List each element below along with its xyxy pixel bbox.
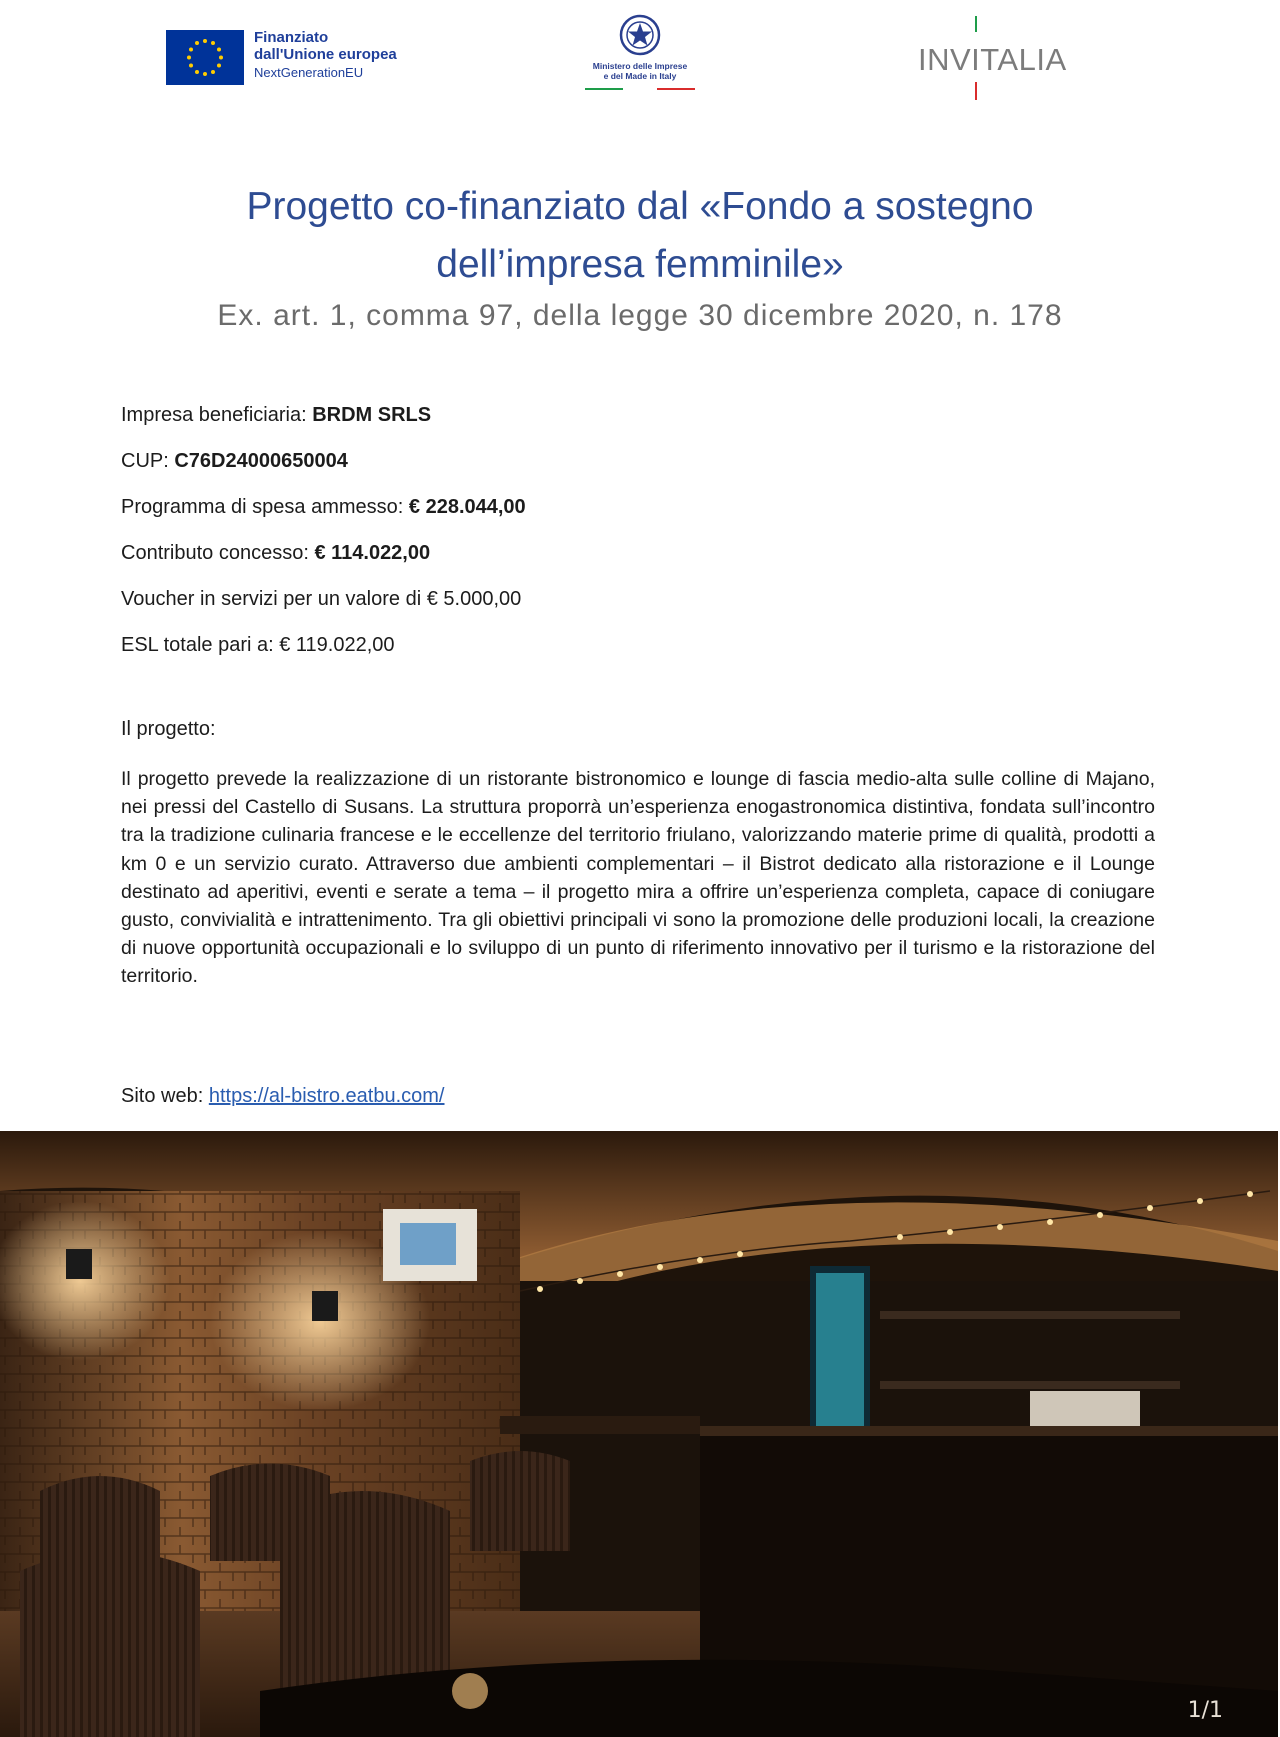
info-contribution: [121, 536, 1161, 582]
italian-emblem-icon: [617, 12, 663, 58]
eu-funding-logo: [166, 30, 397, 85]
eu-text-line1: Finanziato: [254, 29, 329, 46]
green-line: [975, 16, 977, 32]
website-label: Sito web:: [121, 1085, 209, 1107]
red-line: [975, 82, 977, 100]
website-line: [121, 1085, 445, 1108]
eu-text-line2: dall'Unione europea: [254, 45, 397, 63]
info-value: € 114.022,00: [314, 542, 431, 564]
ministry-text-line2: e del Made in Italy: [603, 70, 677, 81]
invitalia-wordmark: INVITALIA: [918, 42, 1067, 77]
restaurant-interior-illustration: [0, 1131, 1278, 1737]
project-info-list: [121, 398, 1161, 674]
restaurant-photo: [0, 1131, 1278, 1737]
project-description: Il progetto prevede la realizzazione di un ristorante bistronomico e lounge di fascia medio-alta sulle colline di Majano, nei pressi del Castello di Susans. La struttura proporrà un’esperienza enogastronomica distintiva, fondata sull’incontro tra la tradizione culinaria francese e le eccellenze del territorio friulano, valorizzando materie prime di qualità, prodotti a km 0 e un servizio curato. Attraverso due ambienti complementari – il Bistrot dedicato alla ristorazione e il Lounge destinato ad aperitivi, eventi e serate a tema – il progetto mira a offrire un’esperienza completa, capace di coniugare gusto, convivialità e intrattenimento. Tra gli obiettivi principali vi sono la promozione delle produzioni locali, la creazione di nuove opportunità occupazionali e lo sviluppo di un punto di riferimento innovativo per il turismo e la ristorazione del territorio.: [121, 768, 1155, 988]
title-line1: Progetto co-finanziato dal «Fondo a sostegno: [246, 185, 1034, 228]
info-label: Impresa beneficiaria:: [121, 404, 313, 426]
eu-flag-icon: [166, 30, 244, 85]
info-esl: ESL totale pari a: € 119.022,00: [121, 634, 395, 656]
info-program: [121, 490, 1161, 536]
info-value: € 228.044,00: [408, 496, 526, 518]
info-voucher: Voucher in servizi per un valore di € 5.000,00: [121, 588, 522, 610]
info-value: BRDM SRLS: [312, 404, 432, 426]
info-cup: [121, 444, 1161, 490]
page-title: [0, 178, 1280, 294]
info-label: Contributo concesso:: [121, 542, 315, 564]
website-link[interactable]: https://al-bistro.eatbu.com/: [208, 1085, 445, 1107]
eu-text-line3: NextGenerationEU: [254, 64, 364, 80]
ministry-text-line1: Ministero delle Imprese: [592, 61, 688, 71]
page-counter: 1/1: [1187, 1698, 1223, 1723]
info-value: C76D24000650004: [174, 450, 348, 472]
info-label: CUP:: [121, 450, 175, 472]
info-beneficiary: [121, 398, 1161, 444]
title-line2: dell’impresa femminile»: [436, 243, 844, 286]
project-section-label: Il progetto:: [121, 718, 216, 740]
page-subtitle: Ex. art. 1, comma 97, della legge 30 dicembre 2020, n. 178: [217, 299, 1063, 332]
tricolor-bars: [585, 88, 695, 90]
info-label: Programma di spesa ammesso:: [121, 496, 409, 518]
ministry-logo: [575, 12, 705, 90]
invitalia-logo: [918, 16, 1068, 106]
